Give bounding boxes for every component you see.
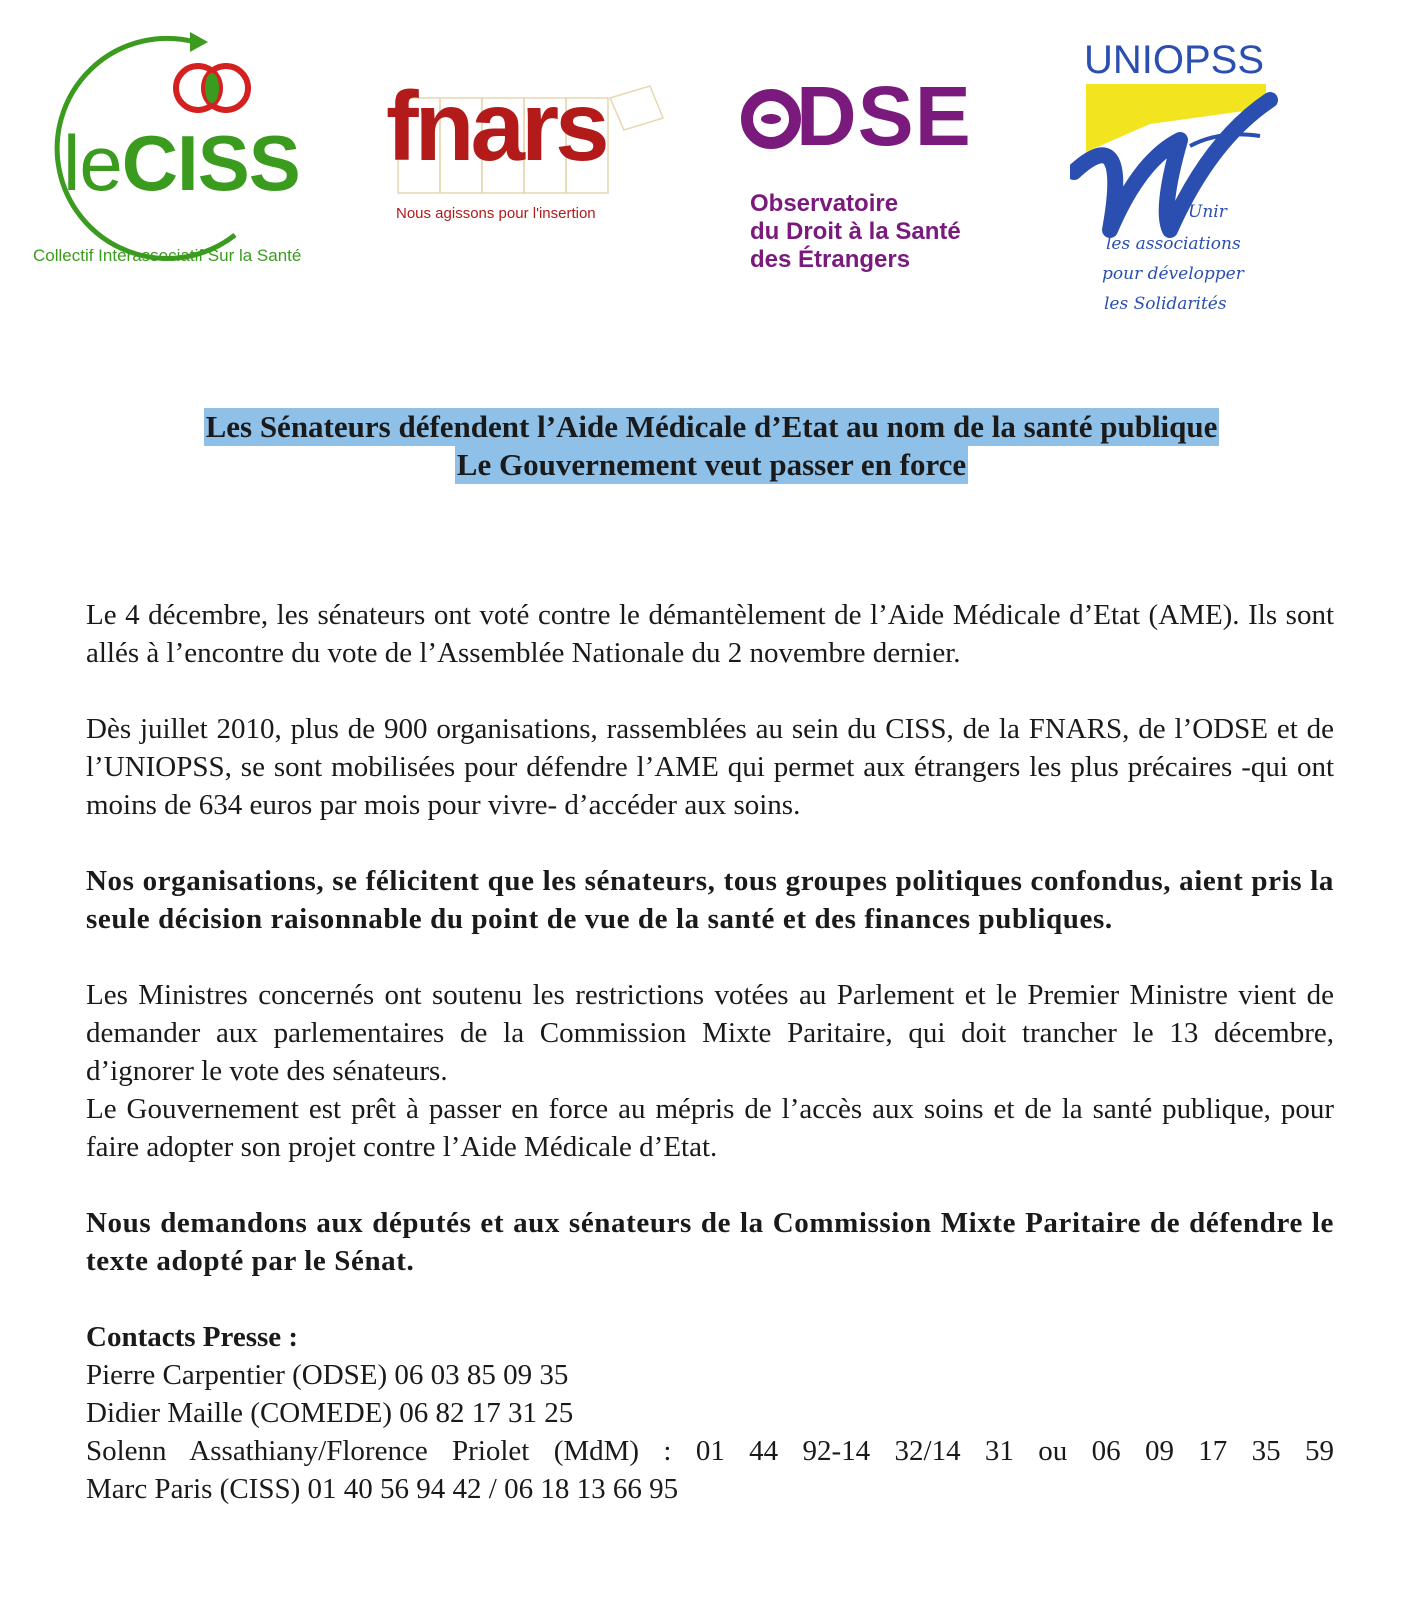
fnars-tagline: Nous agissons pour l'insertion	[396, 205, 596, 222]
press-contacts	[86, 1318, 1334, 1508]
odse-o-icon	[740, 88, 802, 150]
leciss-tagline: Collectif Interassociatif Sur la Santé	[33, 246, 302, 265]
contact-line: Didier Maille (COMEDE) 06 82 17 31 25	[86, 1397, 574, 1429]
paragraph-congratulations: Nos organisations, se félicitent que les sénateurs, tous groupes politiques confondus, aient pris la seule décision raisonnable du point de vue de la santé et des finances publiques.	[86, 865, 1334, 935]
paragraph-demand: Nous demandons aux députés et aux sénateurs de la Commission Mixte Paritaire de défendre le texte adopté par le Sénat.	[86, 1207, 1334, 1277]
paragraph-force: Le Gouvernement est prêt à passer en force au mépris de l’accès aux soins et de la santé publique, pour faire adopter son projet contre l’Aide Médicale d’Etat.	[86, 1093, 1334, 1163]
uniopss-script-4: les Solidarités	[1104, 294, 1227, 314]
uniopss-script-1: Unir	[1188, 202, 1227, 222]
leciss-main: CISS	[121, 119, 300, 207]
fnars-logo	[386, 71, 688, 238]
leciss-logo	[30, 30, 380, 280]
contact-line: Marc Paris (CISS) 01 40 56 94 42 / 06 18 13 66 95	[86, 1473, 679, 1505]
odse-line-2: du Droit à la Santé	[750, 218, 961, 245]
paragraph-senate-vote: Le 4 décembre, les sénateurs ont voté contre le démantèlement de l’Aide Médicale d’Etat (AME). Ils sont allés à l’encontre du vote de l’Assemblée Nationale du 2 novembre dernier.	[86, 599, 1334, 669]
uniopss-script-2: les associations	[1106, 234, 1241, 254]
paragraph-mobilisation: Dès juillet 2010, plus de 900 organisations, rassemblées au sein du CISS, de la FNARS, de l’ODSE et de l’UNIOPSS, se sont mobilisées pour défendre l’AME qui permet aux étrangers les plus précaires -qui ont moins de 634 euros par mois pour vivre- d’accéder aux soins.	[86, 713, 1334, 821]
title-line-1: Les Sénateurs défendent l’Aide Médicale d’Etat au nom de la santé publique	[205, 409, 1218, 444]
leciss-wordmark	[63, 118, 300, 209]
paragraph-ministers: Les Ministres concernés ont soutenu les restrictions votées au Parlement et le Premier Ministre vient de demander aux parlementaires de la Commission Mixte Paritaire, qui doit trancher le 13 décembre, d’ignorer le vote des sénateurs.	[86, 979, 1334, 1087]
leciss-prefix: le	[63, 119, 122, 207]
uniopss-logo	[1070, 38, 1300, 328]
contact-line: Pierre Carpentier (ODSE) 06 03 85 09 35	[86, 1359, 569, 1391]
uniopss-script-3: pour développer	[1102, 264, 1244, 284]
odse-line-3: des Étrangers	[750, 246, 911, 273]
paragraph-government	[86, 976, 1334, 1166]
odse-line-1: Observatoire	[750, 190, 899, 217]
odse-wordmark: DSE	[796, 69, 972, 163]
fnars-wordmark: fnars	[386, 71, 606, 181]
contacts-heading: Contacts Presse :	[86, 1321, 299, 1353]
press-release-title	[0, 408, 1423, 484]
press-release-body	[86, 596, 1334, 1508]
uniopss-wordmark: UNIOPSS	[1084, 38, 1265, 82]
odse-logo	[740, 69, 1020, 290]
contact-line: Solenn Assathiany/Florence Priolet (MdM) : 01 44 92-14 32/14 31 ou 06 09 17 35 59	[86, 1435, 1334, 1467]
title-line-2: Le Gouvernement veut passer en force	[456, 447, 967, 482]
